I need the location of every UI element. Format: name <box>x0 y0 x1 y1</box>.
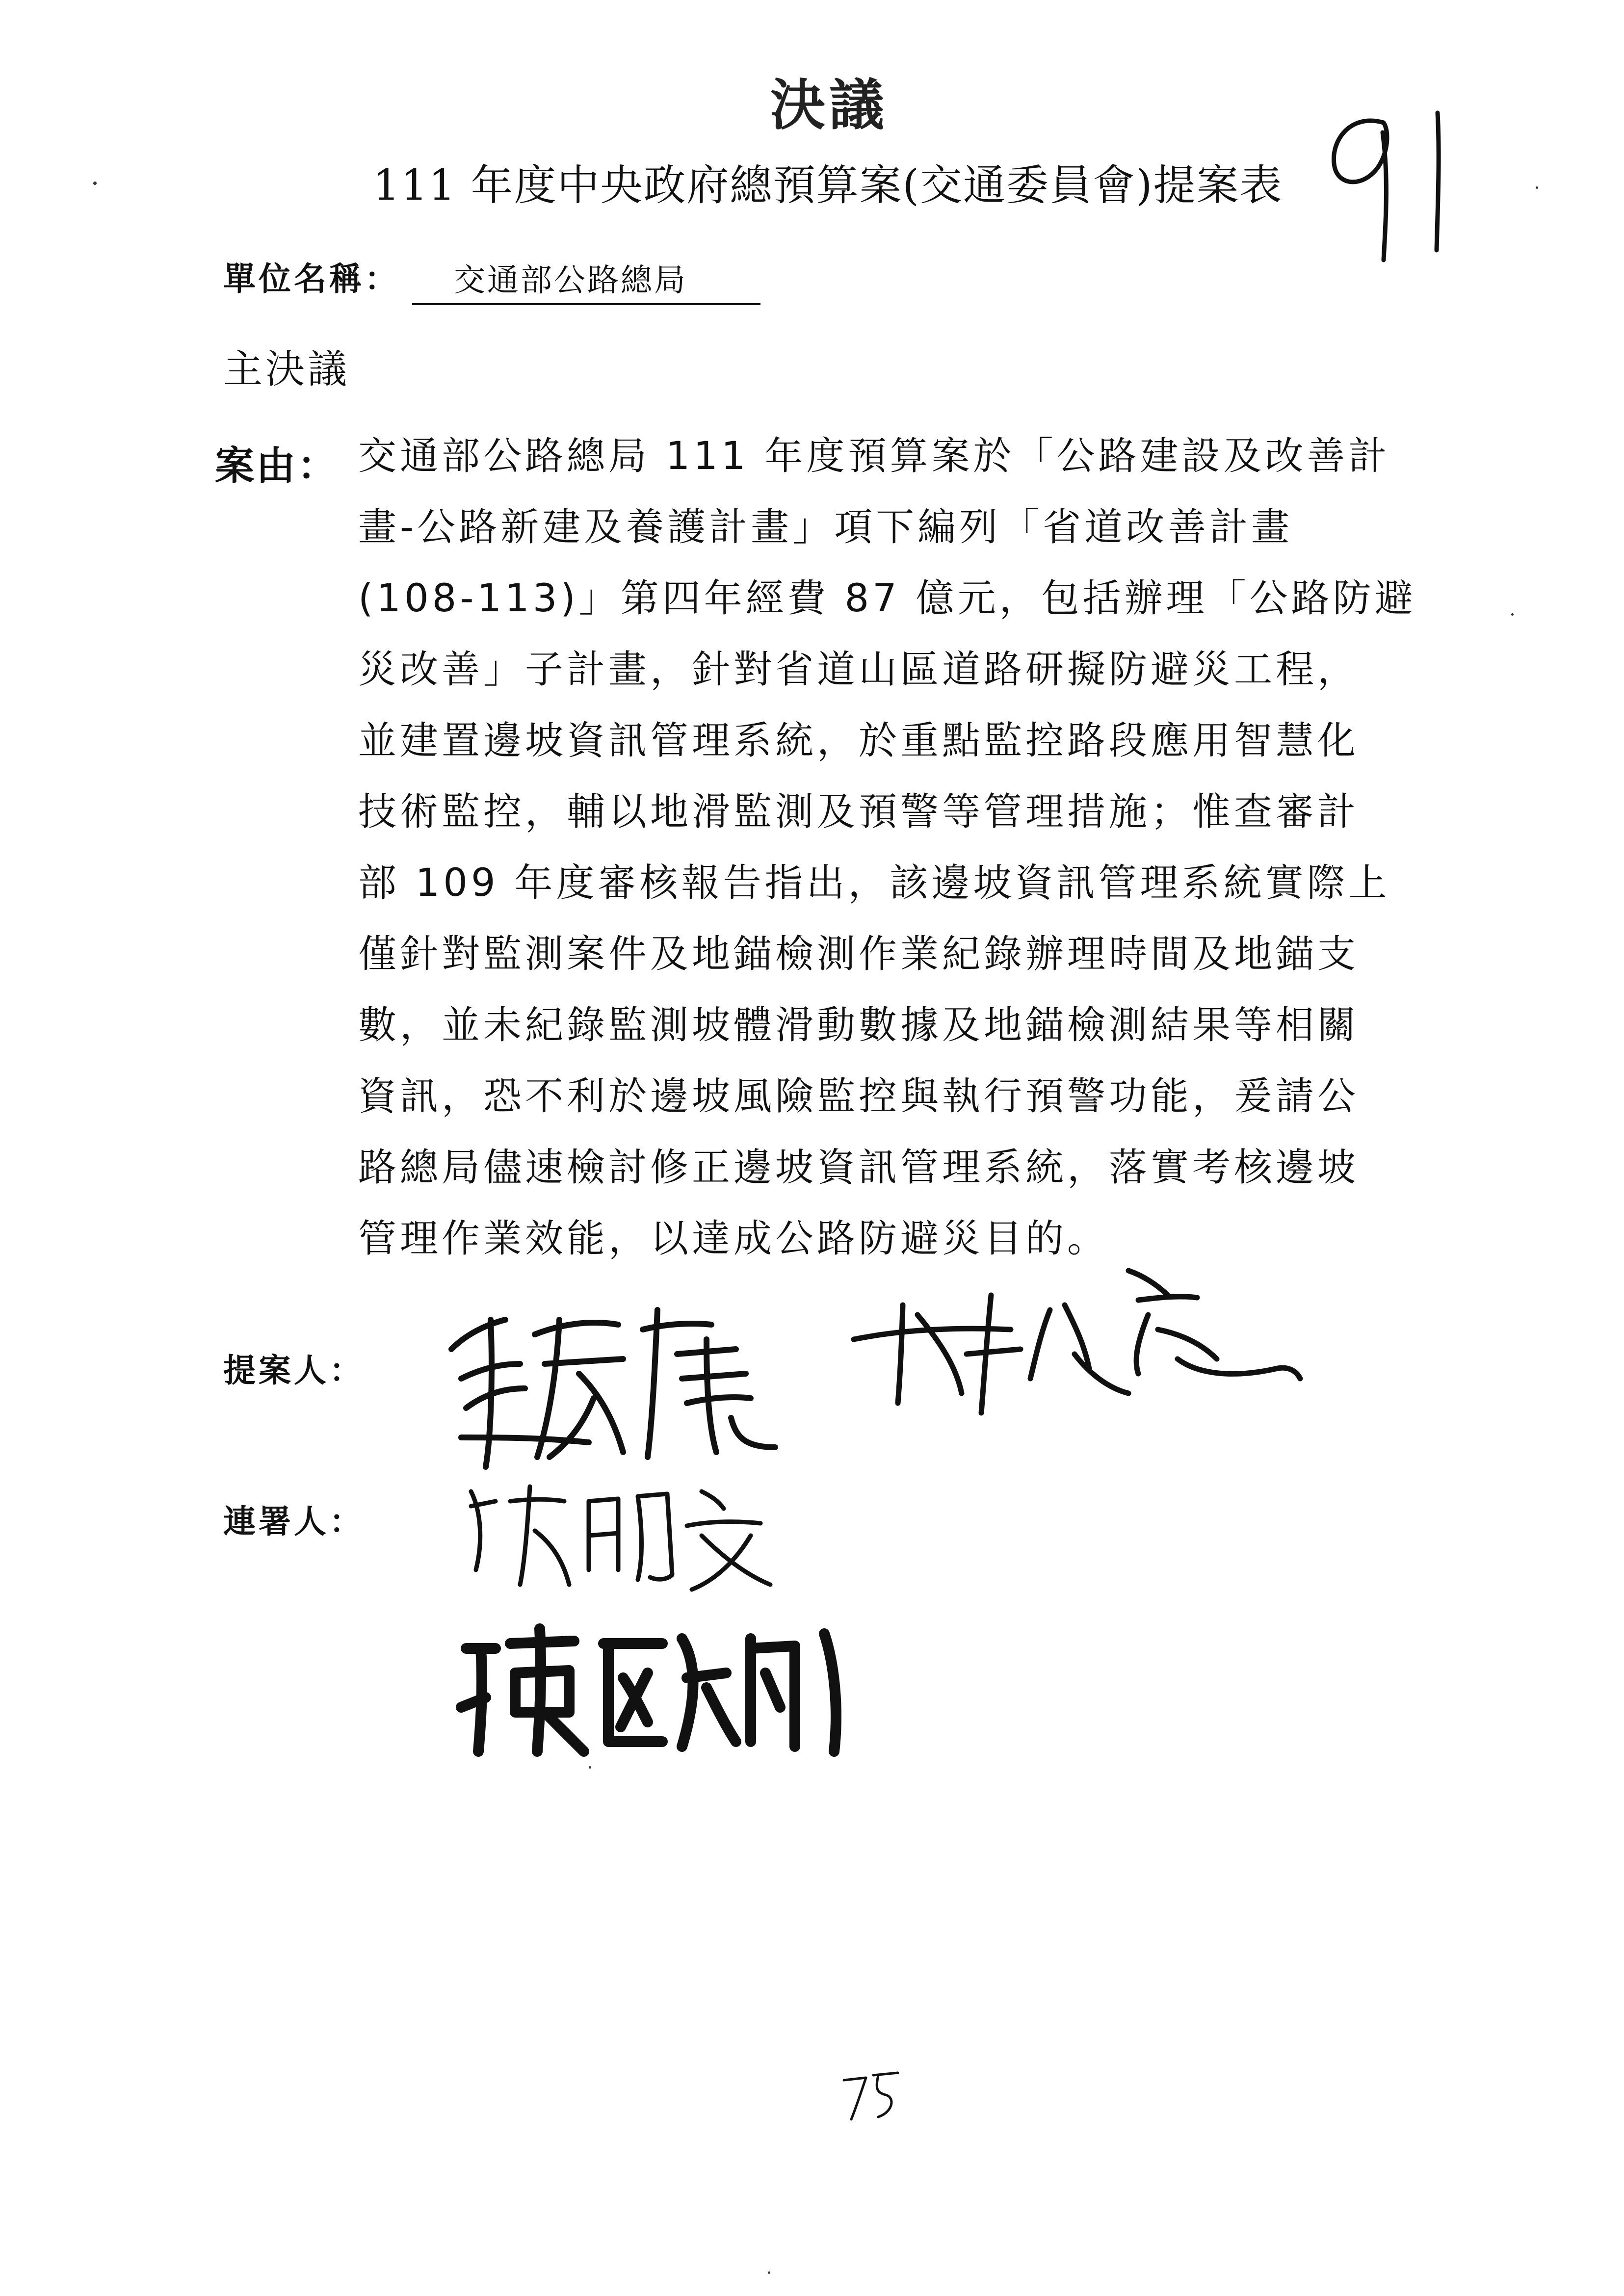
case-reason-line: 部 109 年度審核報告指出，該邊坡資訊管理系統實際上 <box>358 861 1390 905</box>
case-reason-line: 管理作業效能，以達成公路防避災目的。 <box>358 1217 1109 1261</box>
resolution-stamp: 決議 <box>770 73 888 137</box>
case-reason-label: 案由： <box>215 443 339 489</box>
handwritten-number-91 <box>1315 103 1472 280</box>
cosigner-signature-2 <box>451 1619 864 1761</box>
scan-speck <box>589 1766 591 1769</box>
scan-speck <box>768 2271 770 2274</box>
case-reason-line: (108-113)」第四年經費 87 億元，包括辦理「公路防避 <box>358 576 1416 621</box>
case-reason-line: 數，並未紀錄監測坡體滑動數據及地錨檢測結果等相關 <box>358 1003 1360 1047</box>
case-reason-line: 路總局儘速檢討修正邊坡資訊管理系統，落實考核邊坡 <box>358 1146 1360 1190</box>
case-reason-line: 災改善」子計畫，針對省道山區道路研擬防避災工程， <box>358 648 1360 692</box>
proposer-label: 提案人： <box>223 1352 365 1389</box>
case-reason-line: 技術監控，輔以地滑監測及預警等管理措施；惟查審計 <box>358 790 1360 834</box>
proposer-signature-2 <box>844 1256 1315 1423</box>
cosigner-label: 連署人： <box>223 1503 365 1540</box>
case-reason-line: 僅針對監測案件及地錨檢測作業紀錄辦理時間及地錨支 <box>358 932 1360 976</box>
unit-name-label: 單位名稱： <box>223 260 400 298</box>
form-title: 111 年度中央政府總預算案(交通委員會)提案表 <box>373 161 1283 210</box>
case-reason-line: 畫-公路新建及養護計畫」項下編列「省道改善計畫 <box>358 505 1293 549</box>
case-reason-line: 交通部公路總局 111 年度預算案於「公路建設及改善計 <box>358 434 1390 478</box>
cosigner-signature-1 <box>456 1472 780 1599</box>
case-reason-body <box>358 421 1438 1275</box>
scan-speck <box>93 182 97 185</box>
unit-name-value: 交通部公路總局 <box>412 255 760 305</box>
handwritten-page-number-75 <box>839 2065 908 2124</box>
proposer-signature-1 <box>432 1290 805 1496</box>
resolution-type: 主決議 <box>223 346 350 392</box>
scan-speck <box>1536 186 1538 189</box>
scan-speck <box>1511 613 1514 616</box>
case-reason-line: 並建置邊坡資訊管理系統，於重點監控路段應用智慧化 <box>358 719 1360 763</box>
case-reason-line: 資訊，恐不利於邊坡風險監控與執行預警功能，爰請公 <box>358 1074 1360 1119</box>
